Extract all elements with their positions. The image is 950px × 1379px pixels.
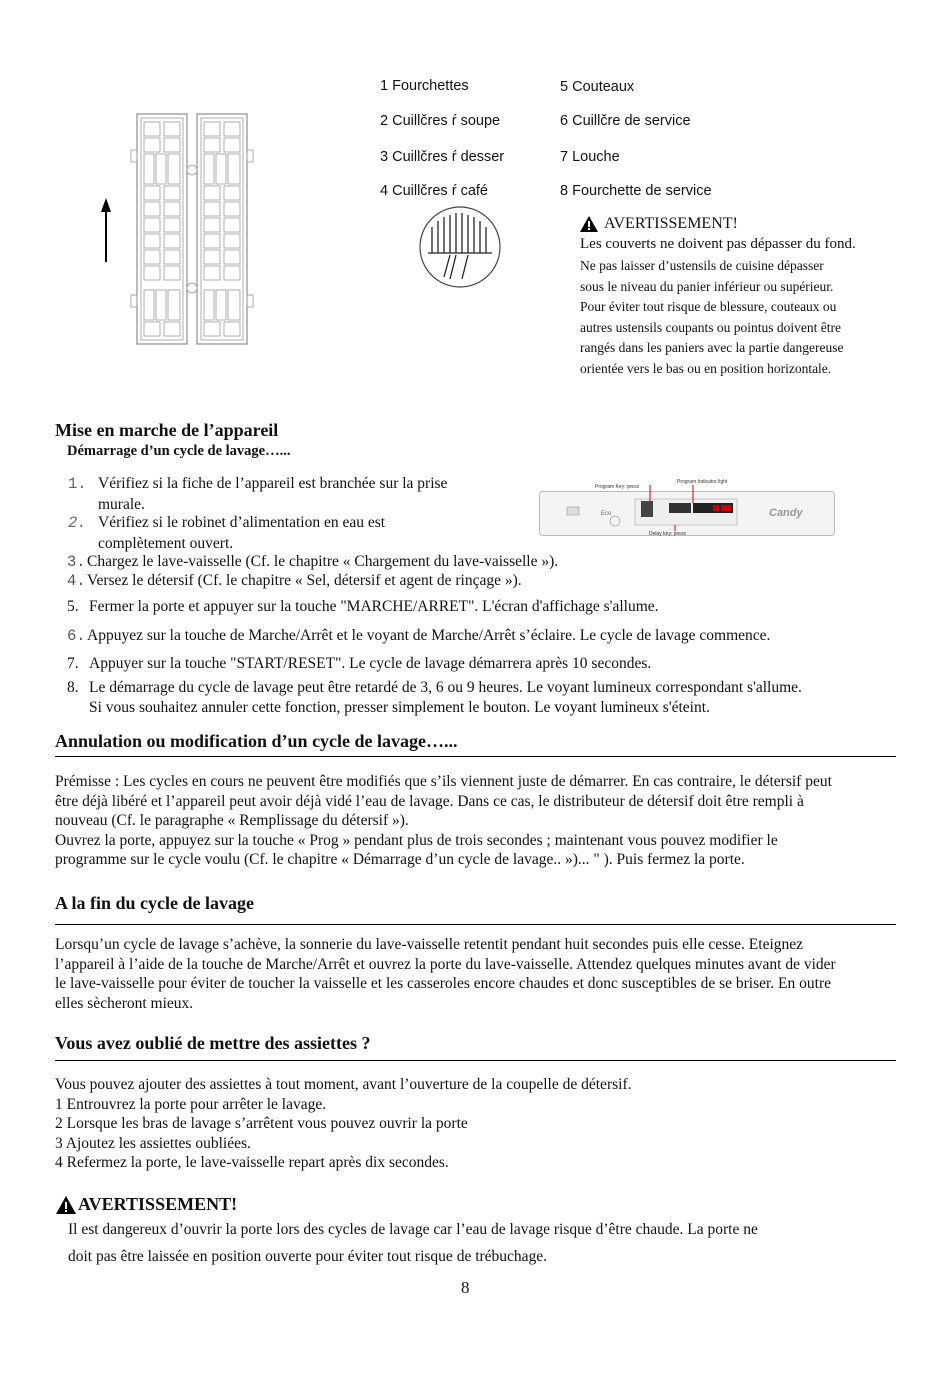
section-title: A la fin du cycle de lavage bbox=[55, 893, 254, 913]
paragraph: Lorsqu’un cycle de lavage s’achève, la sonnerie du lave-vaisselle retentit pendant huit secondes puis elle cesse. Eteignez l’appareil à l’aide de la touche de Marche/Arrêt et ouvrez la porte du lave-vaisselle. Attendez quelques minutes avant de vider le lave-vaisselle pour éviter de toucher la vaisselle et les casseroles encore chaudes et donc susceptibles de se briser. En outre elles sècheront mieux. bbox=[55, 936, 836, 1012]
section-title: Annulation ou modification d’un cycle de lavage…... bbox=[55, 731, 458, 751]
cutlery-in-basket-icon bbox=[418, 205, 502, 289]
legend-item: 3 Cuillčres ŕ desser bbox=[380, 149, 505, 165]
warning-line: rangés dans les paniers avec la partie dangereuse bbox=[580, 340, 844, 355]
panel-label: Program Indicator light bbox=[677, 479, 728, 485]
legend-item: 5 Couteaux bbox=[560, 79, 635, 95]
divider bbox=[55, 1060, 896, 1061]
divider bbox=[55, 924, 896, 925]
warning-icon bbox=[56, 1196, 76, 1214]
panel-label: Program Key: press bbox=[595, 484, 640, 490]
warning-title: AVERTISSEMENT! bbox=[78, 1194, 238, 1214]
list-item: 4.Versez le détersif (Cf. le chapitre « Sel, détersif et agent de rinçage »). bbox=[67, 572, 522, 590]
warning-title: AVERTISSEMENT! bbox=[604, 215, 738, 232]
list-item: 2. Vérifiez si le robinet d’alimentation en eau est complètement ouvert. bbox=[68, 514, 386, 552]
cutlery-basket-illustration bbox=[95, 110, 255, 350]
legend-item: 7 Louche bbox=[560, 149, 620, 165]
warning-line: orientée vers le bas ou en position horizontale. bbox=[580, 360, 832, 376]
warning-icon bbox=[580, 216, 598, 232]
panel-label: Delay key: press bbox=[649, 531, 686, 537]
paragraph: Vous pouvez ajouter des assiettes à tout moment, avant l’ouverture de la coupelle de détersif. 1 Entrouvrez la porte pour arrêter le lavage. 2 Lorsque les bras de lavage s’arrêtent vous pouvez ouvrir la porte 3 Ajoutez les assiettes oubliées. 4 Refermez la porte, le lave-vaisselle repart après dix secondes. bbox=[55, 1076, 632, 1171]
list-item: 1. Vérifiez si la fiche de l’appareil est branchée sur la prise murale. bbox=[68, 475, 448, 513]
warning-text: Il est dangereux d’ouvrir la porte lors des cycles de lavage car l’eau de lavage risque d’être chaude. La porte ne bbox=[68, 1221, 758, 1238]
control-panel-illustration bbox=[539, 479, 835, 537]
svg-text:Eco: Eco bbox=[601, 511, 612, 517]
list-item: 7. Appuyer sur la touche "START/RESET". Le cycle de lavage démarrera après 10 secondes. bbox=[67, 655, 652, 672]
legend-item: 2 Cuillčres ŕ soupe bbox=[380, 113, 501, 129]
legend-item: 4 Cuillčres ŕ café bbox=[380, 183, 488, 199]
warning-text: Les couverts ne doivent pas dépasser du fond. bbox=[580, 236, 856, 252]
brand-logo: Candy bbox=[769, 507, 803, 519]
legend-item: 1 Fourchettes bbox=[380, 78, 469, 94]
warning-text: doit pas être laissée en position ouverte pour éviter tout risque de trébuchage. bbox=[68, 1248, 548, 1265]
warning-line: sous le niveau du panier inférieur ou supérieur. bbox=[580, 278, 834, 294]
warning-line: Pour éviter tout risque de blessure, couteaux ou bbox=[580, 299, 837, 314]
page-number: 8 bbox=[461, 1278, 470, 1297]
divider bbox=[55, 756, 896, 757]
legend-item: 8 Fourchette de service bbox=[560, 183, 712, 199]
top-warning bbox=[580, 214, 900, 379]
warning-line: Ne pas laisser d’ustensils de cuisine dépasser bbox=[580, 258, 824, 273]
section-subtitle: Démarrage d’un cycle de lavage…... bbox=[67, 443, 291, 459]
bottom-warning bbox=[56, 1194, 906, 1266]
section-title: Mise en marche de l’appareil bbox=[55, 420, 279, 440]
list-item: 6.Appuyez sur la touche de Marche/Arrêt et le voyant de Marche/Arrêt s’éclaire. Le cycle de lavage commence. bbox=[67, 627, 771, 645]
legend-item: 6 Cuillčre de service bbox=[560, 113, 691, 129]
warning-line: autres ustensils coupants ou pointus doivent être bbox=[580, 319, 841, 335]
list-item: 5. Fermer la porte et appuyer sur la touche "MARCHE/ARRET". L'écran d'affichage s'allume. bbox=[67, 598, 659, 615]
section-title: Vous avez oublié de mettre des assiettes ? bbox=[55, 1033, 371, 1053]
paragraph: Prémisse : Les cycles en cours ne peuvent être modifiés que s’ils viennent juste de démarrer. En cas contraire, le détersif peut être déjà libéré et l’appareil peut avoir déjà vidé l’eau de lavage. Dans ce cas, le distributeur de détersif doit être rempli à nouveau (Cf. le paragraphe « Remplissage du détersif »). Ouvrez la porte, appuyez sur la touche « Prog » pendant plus de trois secondes ; maintenant vous pouvez modifier le programme sur le cycle voulu (Cf. le chapitre « Démarrage d’un cycle de lavage.. »)... " ). Puis fermez la porte. bbox=[55, 773, 832, 868]
list-item: 3.Chargez le lave-vaisselle (Cf. le chapitre « Chargement du lave-vaisselle »). bbox=[67, 553, 559, 571]
list-item: 8. Le démarrage du cycle de lavage peut être retardé de 3, 6 ou 9 heures. Le voyant lumineux correspondant s'allume. Si vous souhaitez annuler cette fonction, presser simplement le bouton. Le voyant lumineux s'éteint. bbox=[67, 679, 802, 716]
